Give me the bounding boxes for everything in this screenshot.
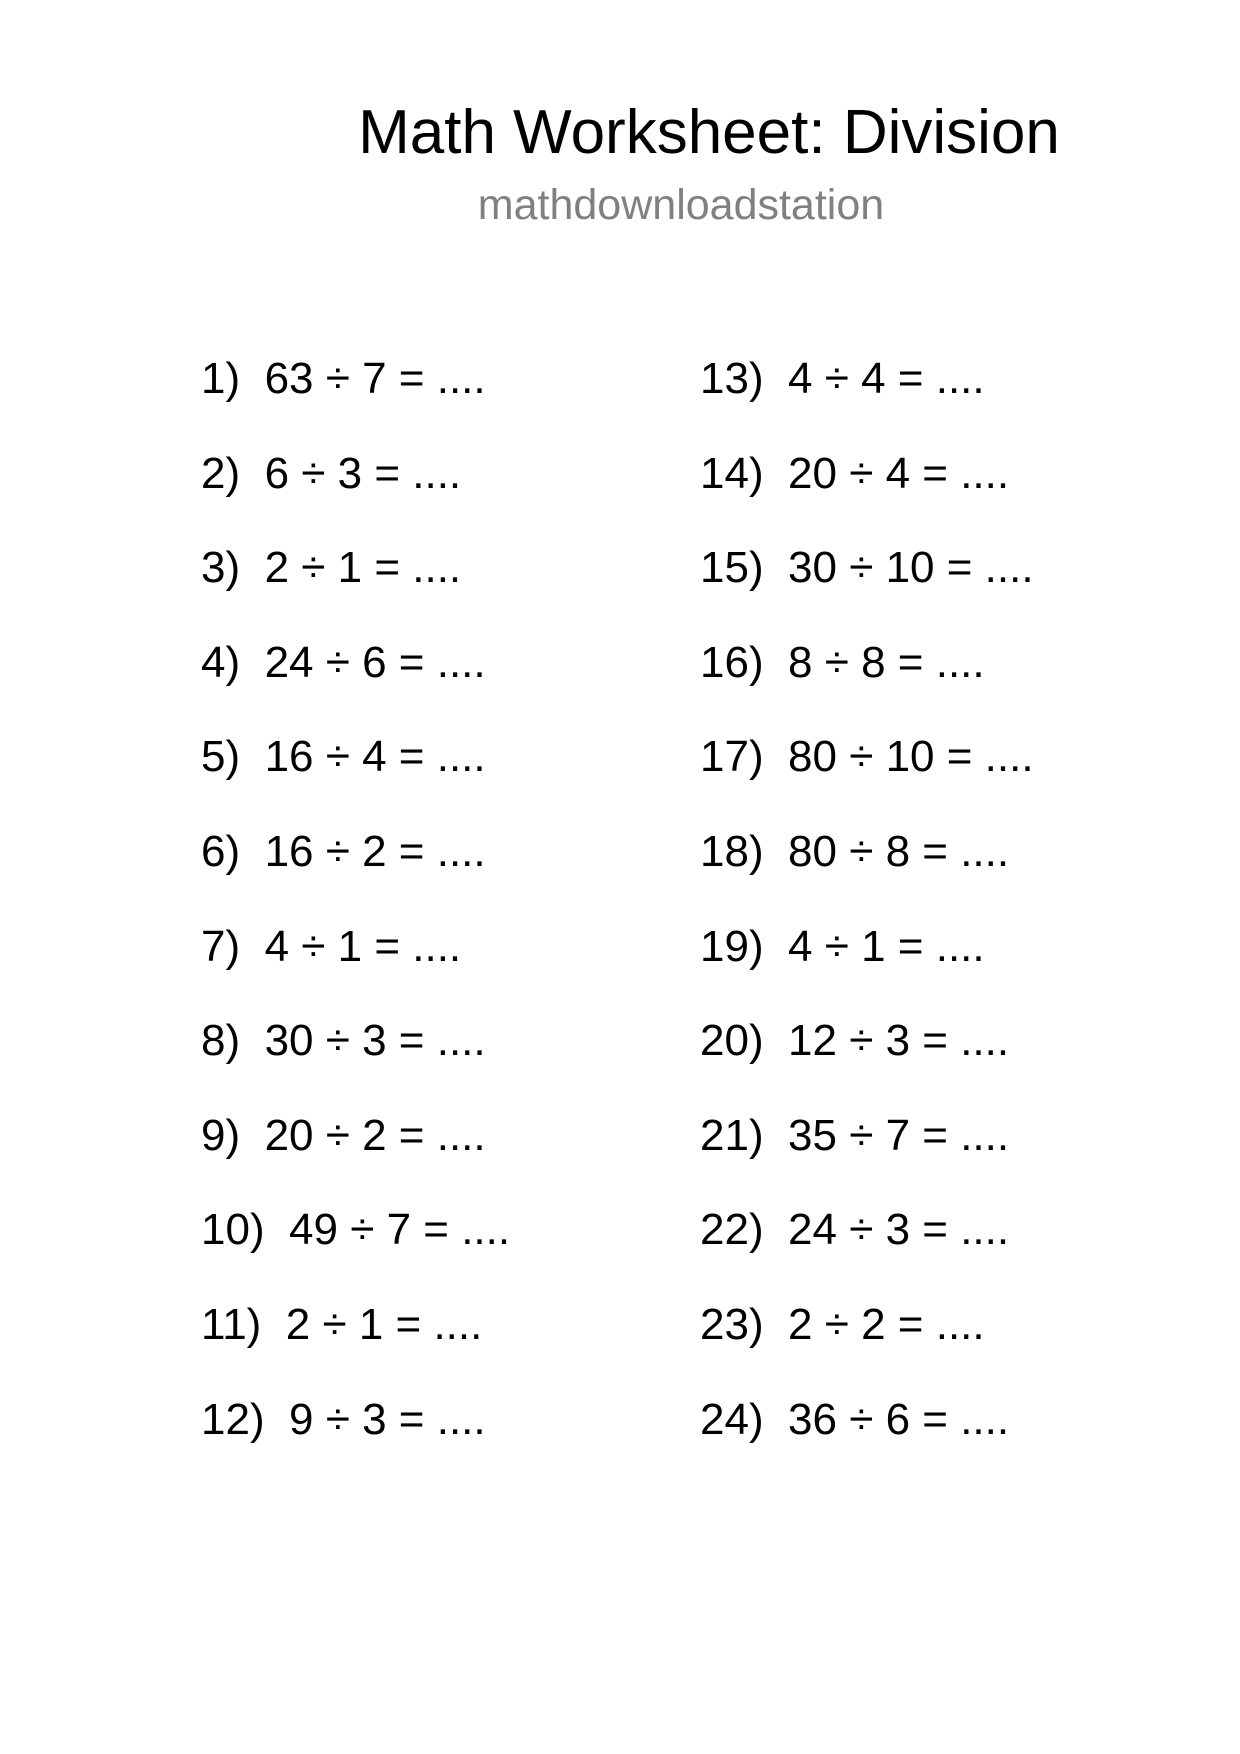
problem-item: 8) 30 ÷ 3 = .... [201, 1016, 486, 1066]
problem-item: 23) 2 ÷ 2 = .... [700, 1299, 985, 1349]
problem-item: 20) 12 ÷ 3 = .... [700, 1016, 1010, 1066]
problem-item: 18) 80 ÷ 8 = .... [700, 826, 1010, 876]
problem-item: 7) 4 ÷ 1 = .... [201, 921, 462, 971]
problem-item: 17) 80 ÷ 10 = .... [700, 732, 1034, 782]
problem-item: 5) 16 ÷ 4 = .... [201, 732, 486, 782]
problem-item: 19) 4 ÷ 1 = .... [700, 921, 985, 971]
problem-item: 3) 2 ÷ 1 = .... [201, 543, 462, 593]
problem-item: 16) 8 ÷ 8 = .... [700, 637, 985, 687]
problem-item: 1) 63 ÷ 7 = .... [201, 354, 486, 403]
problem-item: 10) 49 ÷ 7 = .... [201, 1205, 511, 1255]
problem-item: 21) 35 ÷ 7 = .... [700, 1110, 1010, 1160]
problem-item: 9) 20 ÷ 2 = .... [201, 1110, 486, 1160]
problem-item: 14) 20 ÷ 4 = .... [700, 448, 1010, 498]
problem-item: 12) 9 ÷ 3 = .... [201, 1394, 486, 1444]
problem-item: 22) 24 ÷ 3 = .... [700, 1205, 1010, 1255]
problem-item: 11) 2 ÷ 1 = .... [201, 1299, 483, 1349]
problem-item: 24) 36 ÷ 6 = .... [700, 1394, 1010, 1444]
problems-left-column [201, 354, 510, 1489]
problem-item: 6) 16 ÷ 2 = .... [201, 826, 486, 876]
problem-item: 2) 6 ÷ 3 = .... [201, 448, 462, 498]
worksheet-subtitle: mathdownloadstation [477, 181, 885, 229]
problem-item: 15) 30 ÷ 10 = .... [700, 543, 1034, 593]
problem-item: 13) 4 ÷ 4 = .... [700, 354, 985, 403]
problem-item: 4) 24 ÷ 6 = .... [201, 637, 486, 687]
worksheet-title: Math Worksheet: Division [358, 98, 1060, 167]
problems-right-column [700, 354, 1034, 1489]
